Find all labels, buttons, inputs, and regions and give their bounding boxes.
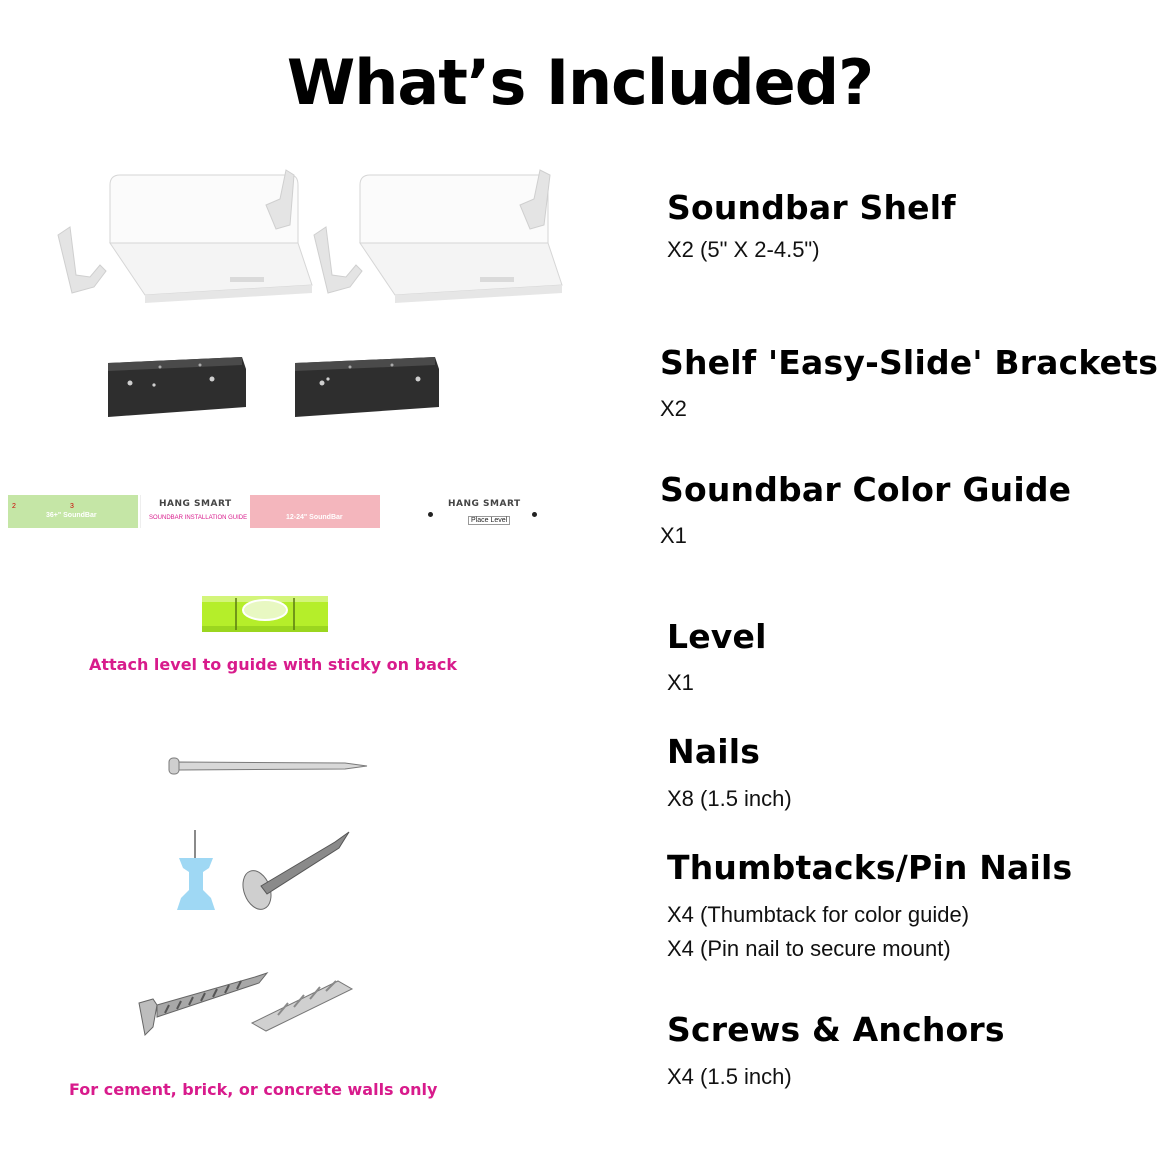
guide-pink-label: 12-24" SoundBar — [286, 514, 343, 521]
item-qty-color-guide: X1 — [660, 523, 687, 548]
item-name-brackets: Shelf 'Easy-Slide' Brackets — [660, 343, 1159, 382]
guide-place-level: Place Level — [468, 516, 510, 525]
item-qty-screws-anchors: X4 (1.5 inch) — [667, 1064, 792, 1089]
shelf-icon — [50, 165, 570, 315]
guide-brand-1: HANG SMART — [159, 499, 232, 509]
item-name-nails: Nails — [667, 732, 761, 771]
item-qty-thumbtacks-1: X4 (Thumbtack for color guide) — [667, 902, 970, 927]
item-name-screws-anchors: Screws & Anchors — [667, 1010, 1005, 1049]
item-qty-thumbtacks-2: X4 (Pin nail to secure mount) — [667, 936, 951, 961]
item-name-color-guide: Soundbar Color Guide — [660, 470, 1072, 509]
screws-note: For cement, brick, or concrete walls only — [69, 1080, 438, 1099]
item-name-level: Level — [667, 617, 767, 656]
item-qty-level: X1 — [667, 670, 694, 695]
item-qty-brackets: X2 — [660, 396, 687, 421]
level-note: Attach level to guide with sticky on back — [89, 655, 457, 674]
guide-brand-2: HANG SMART — [448, 499, 521, 509]
thumbtack-icon — [175, 828, 220, 916]
level-icon — [200, 592, 330, 637]
guide-green-label: 36+" SoundBar — [46, 512, 97, 519]
guide-install-panel — [140, 495, 248, 528]
guide-pink-panel — [250, 495, 380, 528]
item-name-soundbar-shelf: Soundbar Shelf — [667, 188, 956, 227]
item-qty-nails: X8 (1.5 inch) — [667, 786, 792, 811]
guide-end-panel — [388, 495, 538, 528]
anchor-icon — [248, 975, 358, 1035]
page-title: What’s Included? — [286, 46, 874, 119]
guide-strip-icon: 36+" SoundBar 2 3 — [8, 495, 138, 528]
pin-nail-icon — [235, 830, 353, 912]
item-qty-soundbar-shelf: X2 (5" X 2-4.5") — [667, 237, 820, 262]
guide-install-label: SOUNDBAR INSTALLATION GUIDE — [149, 515, 248, 521]
nail-icon — [165, 755, 370, 777]
item-name-thumbtacks: Thumbtacks/Pin Nails — [667, 848, 1073, 887]
bracket-icon — [100, 355, 445, 425]
